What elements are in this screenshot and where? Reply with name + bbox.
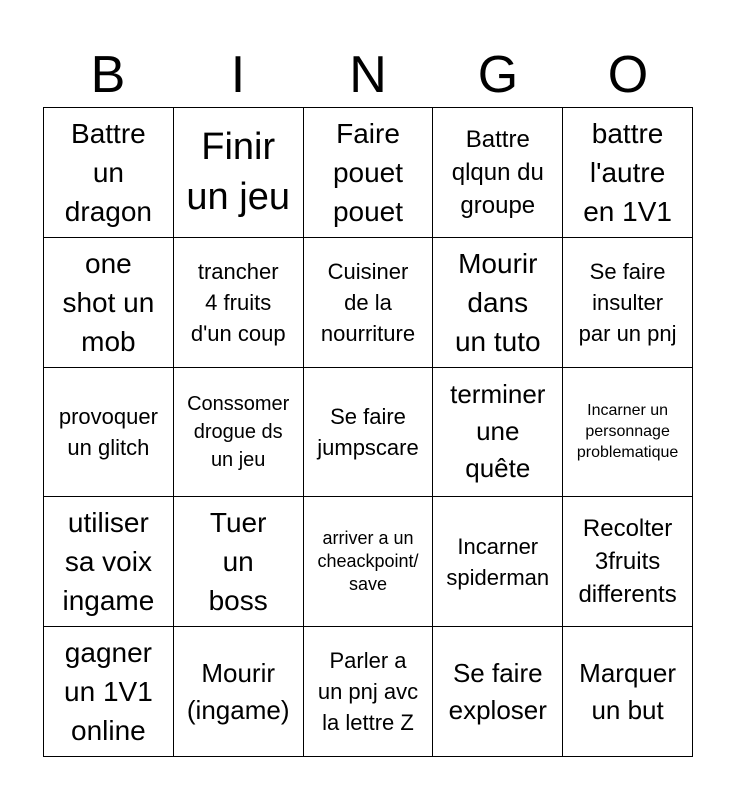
bingo-cell-text: provoquer un glitch bbox=[58, 403, 158, 460]
bingo-cell-text: Battre qlqun du groupe bbox=[451, 125, 544, 219]
bingo-cell[interactable] bbox=[44, 238, 174, 368]
bingo-cell[interactable] bbox=[304, 627, 434, 757]
bingo-cell-text: arriver a un cheackpoint/ save bbox=[317, 528, 419, 595]
bingo-cell[interactable] bbox=[304, 238, 434, 368]
bingo-cell-text: Tuer un boss bbox=[208, 507, 268, 617]
bingo-cell[interactable] bbox=[304, 108, 434, 238]
bingo-cell[interactable] bbox=[174, 627, 304, 757]
header-letter-n: N bbox=[349, 46, 387, 104]
bingo-header bbox=[43, 44, 693, 106]
bingo-cell-text: trancher 4 fruits d'un coup bbox=[190, 258, 286, 346]
bingo-cell-text: Faire pouet pouet bbox=[332, 117, 404, 227]
bingo-cell-text: terminer une quête bbox=[450, 379, 546, 484]
bingo-cell-text: Parler a un pnj avc la lettre Z bbox=[317, 648, 419, 736]
bingo-cell-text: one shot un mob bbox=[62, 247, 155, 357]
bingo-cell[interactable] bbox=[563, 238, 693, 368]
bingo-cell-text: battre l'autre en 1V1 bbox=[583, 117, 672, 227]
bingo-cell-text: Recolter 3fruits differents bbox=[578, 515, 677, 609]
bingo-cell[interactable] bbox=[563, 627, 693, 757]
bingo-cell-text: gagner un 1V1 online bbox=[64, 637, 153, 747]
bingo-cell-text: Mourir (ingame) bbox=[186, 657, 290, 725]
bingo-cell-text: Battre un dragon bbox=[64, 117, 152, 227]
bingo-cell-text: utiliser sa voix ingame bbox=[62, 507, 155, 617]
header-letter-g: G bbox=[477, 46, 519, 104]
bingo-cell[interactable] bbox=[563, 108, 693, 238]
bingo-cell[interactable] bbox=[433, 497, 563, 627]
bingo-cell-text: Se faire jumpscare bbox=[317, 403, 419, 460]
bingo-cell[interactable] bbox=[304, 497, 434, 627]
header-letter-b: B bbox=[90, 46, 126, 104]
header-letter-o: O bbox=[607, 46, 649, 104]
bingo-cell-text: Mourir dans un tuto bbox=[454, 247, 541, 357]
bingo-cell[interactable] bbox=[44, 627, 174, 757]
bingo-cell-text: Se faire exploser bbox=[448, 657, 547, 725]
bingo-cell[interactable] bbox=[174, 368, 304, 498]
bingo-cell[interactable] bbox=[433, 627, 563, 757]
bingo-grid bbox=[43, 107, 693, 757]
bingo-cell[interactable] bbox=[433, 108, 563, 238]
header-letter-i: I bbox=[230, 46, 246, 104]
bingo-cell[interactable] bbox=[44, 497, 174, 627]
bingo-cell-text: Conssomer drogue ds un jeu bbox=[187, 392, 290, 471]
bingo-cell-text: Finir un jeu bbox=[186, 126, 290, 219]
bingo-cell-text: Cuisiner de la nourriture bbox=[320, 258, 416, 346]
bingo-cell[interactable] bbox=[174, 497, 304, 627]
bingo-cell-text: Se faire insulter par un pnj bbox=[578, 258, 677, 346]
bingo-cell[interactable] bbox=[44, 108, 174, 238]
bingo-cell[interactable] bbox=[433, 368, 563, 498]
bingo-cell[interactable] bbox=[563, 368, 693, 498]
bingo-cell-text: Incarner un personnage problematique bbox=[576, 402, 679, 462]
bingo-cell[interactable] bbox=[174, 108, 304, 238]
bingo-cell[interactable] bbox=[433, 238, 563, 368]
bingo-cell-text: Incarner spiderman bbox=[446, 533, 550, 590]
bingo-cell[interactable] bbox=[44, 368, 174, 498]
bingo-cell[interactable] bbox=[304, 368, 434, 498]
bingo-cell[interactable] bbox=[563, 497, 693, 627]
bingo-cell[interactable] bbox=[174, 238, 304, 368]
bingo-cell-text: Marquer un but bbox=[579, 657, 676, 725]
